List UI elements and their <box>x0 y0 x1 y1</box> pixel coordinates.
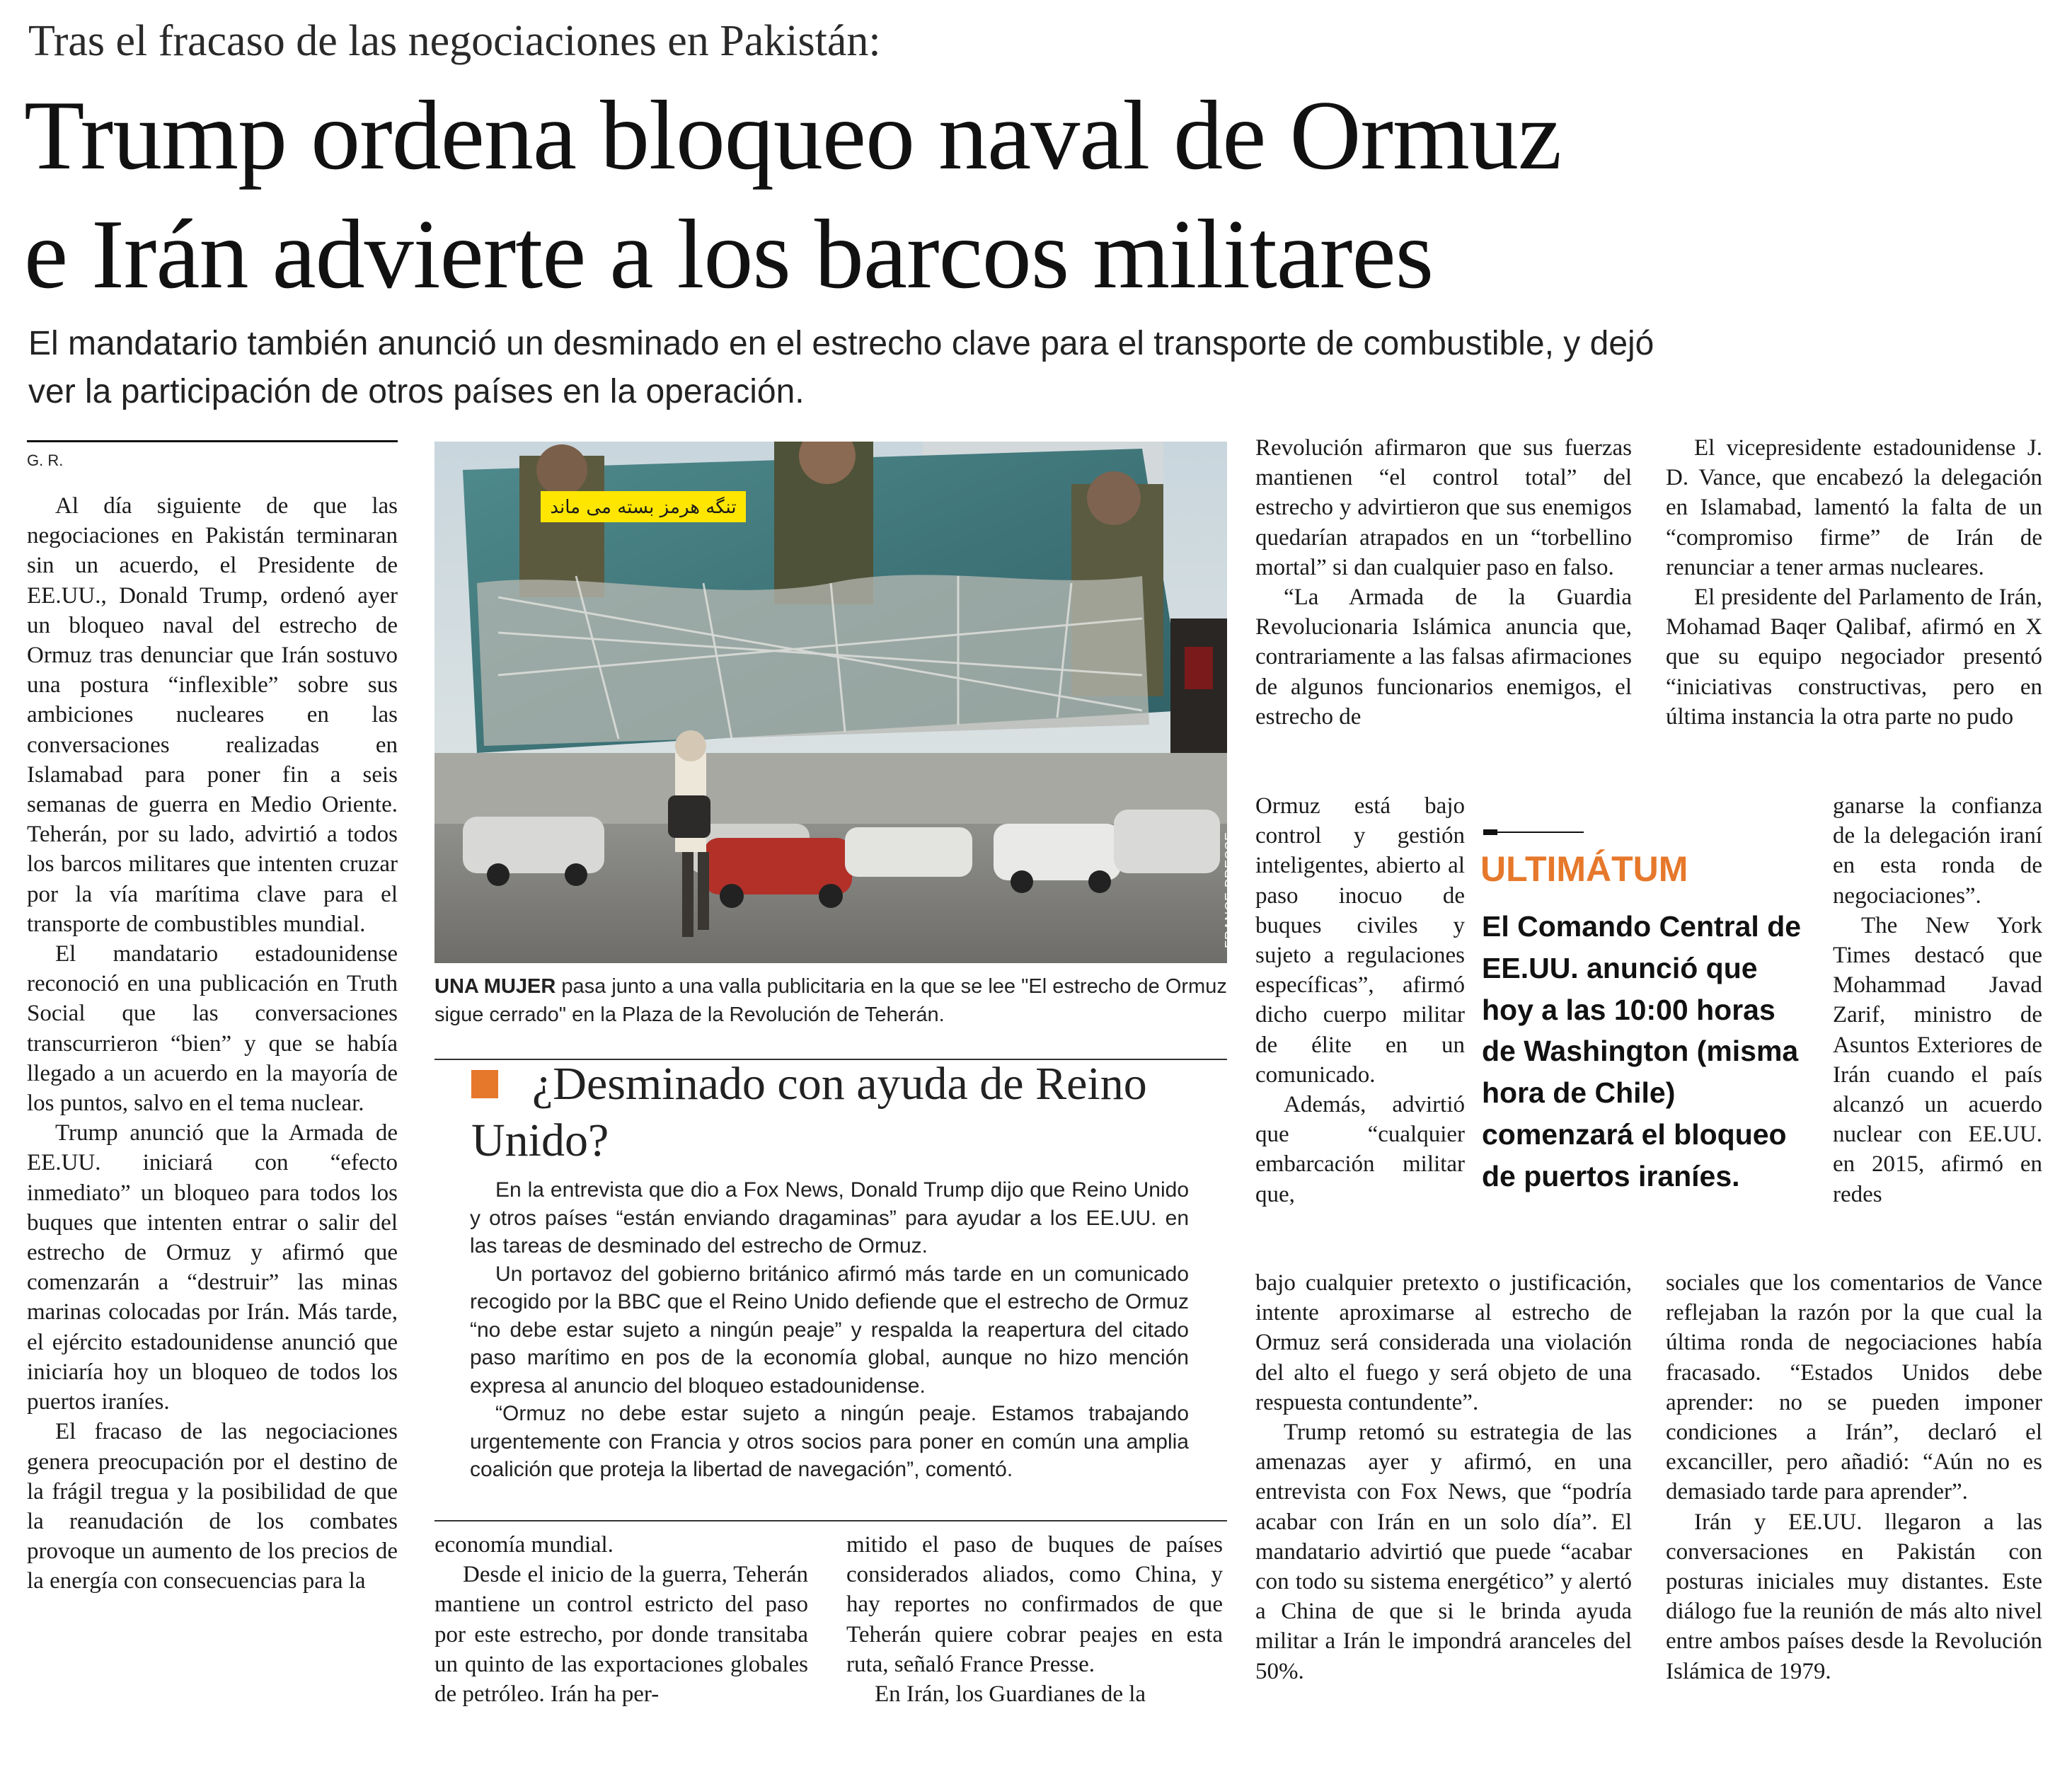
billboard-text: تنگه هرمز بسته می ماند <box>550 497 737 518</box>
sidebar-paragraph: Un portavoz del gobierno británico afirmó más tarde en un comunicado recogido por la BBC que el Reino Unido defiende que el estrecho de Ormuz “no debe estar sujeto a ningún peaje” y respalda la reapertura del citado paso marítimo en pos de la economía global, aunque no hizo mención expresa al anuncio del bloqueo estadounidense. <box>470 1262 1189 1398</box>
paragraph: Ormuz está bajo control y gestión inteligentes, abierto al paso inocuo de buques civiles y sujeto a regulaciones específicas”, afirmó dicho cuerpo militar de élite en un comunicado. <box>1255 793 1465 1088</box>
caption-lead: UNA MUJER <box>434 975 556 998</box>
sidebar-body <box>470 1176 1189 1484</box>
sidebar-paragraph: En la entrevista que dio a Fox News, Donald Trump dijo que Reino Unido y otros países “están enviando dragaminas” para ayudar a los EE.UU. en las tareas de desminado del estrecho de Ormuz. <box>470 1178 1189 1258</box>
column-1 <box>27 491 398 1596</box>
column-5-bottom <box>1666 1268 2042 1686</box>
photo-credit: FRANCE PRESSE <box>1223 831 1237 948</box>
column-4-top <box>1255 433 1632 732</box>
paragraph: economía mundial. <box>434 1532 614 1558</box>
headline-line-2: e Irán advierte a los barcos militares <box>24 200 1434 309</box>
paragraph: Al día siguiente de que las negociaciones en Pakistán terminaran sin un acuerdo, el Presidente de EE.UU., Donald Trump, ordenó ayer un bloqueo naval del estrecho de Ormuz tras denunciar que Irán sostuvo una postura “inflexible” sobre sus ambiciones nucleares en las conversaciones realizadas en Islamabad para poner fin a seis semanas de guerra en Medio Oriente. Teherán, por su lado, advirtió a todos los barcos militares que intenten cruzar por la vía marítima clave para el transporte de combustibles mundial. <box>27 493 398 937</box>
caption-text: pasa junto a una valla publicitaria en la que se lee "El estrecho de Ormuz sigue cerrado" en la Plaza de la Revolución de Teherán. <box>434 975 1227 1026</box>
column-2-bottom <box>434 1530 808 1709</box>
sidebar-bottom-rule <box>434 1520 1227 1521</box>
kicker: Tras el fracaso de las negociaciones en Pakistán: <box>28 17 881 65</box>
paragraph: Trump anunció que la Armada de EE.UU. iniciará con “efecto inmediato” un bloqueo para todos los buques que intenten entrar o salir del estrecho de Ormuz y afirmó que comenzarán a “destruir” las minas marinas colocadas por Irán. Más tarde, el ejército estadounidense anunció que iniciaría hoy un bloqueo de todos los puertos iraníes. <box>27 1120 398 1415</box>
deck <box>28 320 2052 416</box>
paragraph: En Irán, los Guardianes de la <box>875 1681 1146 1708</box>
paragraph: El fracaso de las negociaciones genera preocupación por el destino de la frágil tregua y la posibilidad de que la reanudación de los combates provoque un aumento de los precios de la energía con consecuencias para la <box>27 1419 398 1594</box>
deck-line-1: El mandatario también anunció un desminado en el estrecho clave para el transporte de combustible, y dejó <box>28 325 1654 362</box>
ultimatum-title: ULTIMÁTUM <box>1480 849 1688 889</box>
column-5-narrow <box>1833 791 2042 1209</box>
column-4-bottom <box>1255 1268 1632 1686</box>
paragraph: Además, advirtió que “cualquier embarcación militar que, <box>1255 1092 1465 1207</box>
paragraph: El vicepresidente estadounidense J. D. Vance, que encabezó la delegación en Islamabad, lamentó la falta de un “compromiso firme” de Irán de renunciar a tener armas nucleares. <box>1666 435 2042 580</box>
paragraph: The New York Times destacó que Mohammad Javad Zarif, ministro de Asuntos Exteriores de Irán cuando el país alcanzó un acuerdo nuclear con EE.UU. en 2015, afirmó en redes <box>1833 912 2042 1207</box>
column-4-narrow <box>1255 791 1465 1209</box>
paragraph: El mandatario estadounidense reconoció en una publicación en Truth Social que las conversaciones transcurrieron “bien” y que se había llegado a un acuerdo en la mayoría de los puntos, salvo en el tema nuclear. <box>27 941 398 1117</box>
paragraph: bajo cualquier pretexto o justificación, intente aproximarse al estrecho de Ormuz será considerada una violación del alto el fuego y será objeto de una respuesta contundente”. <box>1255 1270 1632 1415</box>
headline <box>24 76 1561 314</box>
sidebar-paragraph: “Ormuz no debe estar sujeto a ningún peaje. Estamos trabajando urgentemente con Francia y otros socios para poner en común una amplia coalición que proteja la libertad de navegación”, comentó. <box>470 1402 1189 1481</box>
paragraph: mitido el paso de buques de países considerados aliados, como China, y hay reportes no confirmados de que Teherán quiere cobrar peajes en esta ruta, señaló France Presse. <box>846 1532 1223 1677</box>
paragraph: Trump retomó su estrategia de las amenazas ayer y afirmó, en una entrevista con Fox News, que “podría acabar con Irán en un solo día”. El mandatario advirtió que puede “acabar con todo su sistema energético” y alertó a China de que si le brinda ayuda militar a Irán le impondrá aranceles del 50%. <box>1255 1420 1632 1684</box>
paragraph: El presidente del Parlamento de Irán, Mohamad Baqer Qalibaf, afirmó en X que su equipo negociador presentó “iniciativas constructivas, pero en última instancia la otra parte no pudo <box>1666 585 2042 730</box>
paragraph: ganarse la confianza de la delegación iraní en esta ronda de negociaciones”. <box>1833 793 2042 909</box>
sidebar-title: ¿Desminado con ayuda de Reino Unido? <box>471 1058 1147 1166</box>
paragraph: sociales que los comentarios de Vance reflejaban la razón por la que cual la última ronda de negociaciones había fracasado. “Estados Unidos debe aprender: no se pueden imponer condiciones a Irán”, declaró el excanciller, pero añadió: “Aún no es demasiado tarde para aprender”. <box>1666 1270 2042 1505</box>
paragraph: Desde el inicio de la guerra, Teherán mantiene un control estricto del paso por este estrecho, por donde transitaba un quinto de las exportaciones globales de petróleo. Irán ha per- <box>434 1562 808 1708</box>
ultimatum-body: El Comando Central de EE.UU. anunció que hoy a las 10:00 horas de Washington (misma hora de Chile) comenzará el bloqueo de puertos iraníes. <box>1482 910 1802 1192</box>
paragraph: Revolución afirmaron que sus fuerzas mantienen “el control total” del estrecho y advirtieron que sus enemigos quedarían atrapados en un “torbellino mortal” si dan cualquier paso en falso. <box>1255 435 1632 580</box>
ultimatum-rule <box>1497 832 1584 833</box>
column-3-bottom <box>846 1530 1223 1709</box>
headline-line-1: Trump ordena bloqueo naval de Ormuz <box>24 81 1562 190</box>
column-5-top <box>1666 433 2042 732</box>
paragraph: Irán y EE.UU. llegaron a las conversaciones en Pakistán con posturas iniciales muy distantes. Este diálogo fue la reunión de más alto nivel entre ambos países desde la Revolución Islámica de 1979. <box>1666 1509 2042 1684</box>
byline: G. R. <box>27 451 64 469</box>
deck-line-2: ver la participación de otros países en la operación. <box>28 373 805 410</box>
byline-rule <box>27 440 398 442</box>
paragraph: “La Armada de la Guardia Revolucionaria Islámica anuncia que, contrariamente a las falsas afirmaciones de algunos funcionarios enemigos, el estrecho de <box>1255 585 1632 730</box>
photo-caption <box>434 972 1227 1029</box>
ultimatum-rule-mark <box>1483 829 1497 835</box>
news-photo <box>434 442 1227 963</box>
